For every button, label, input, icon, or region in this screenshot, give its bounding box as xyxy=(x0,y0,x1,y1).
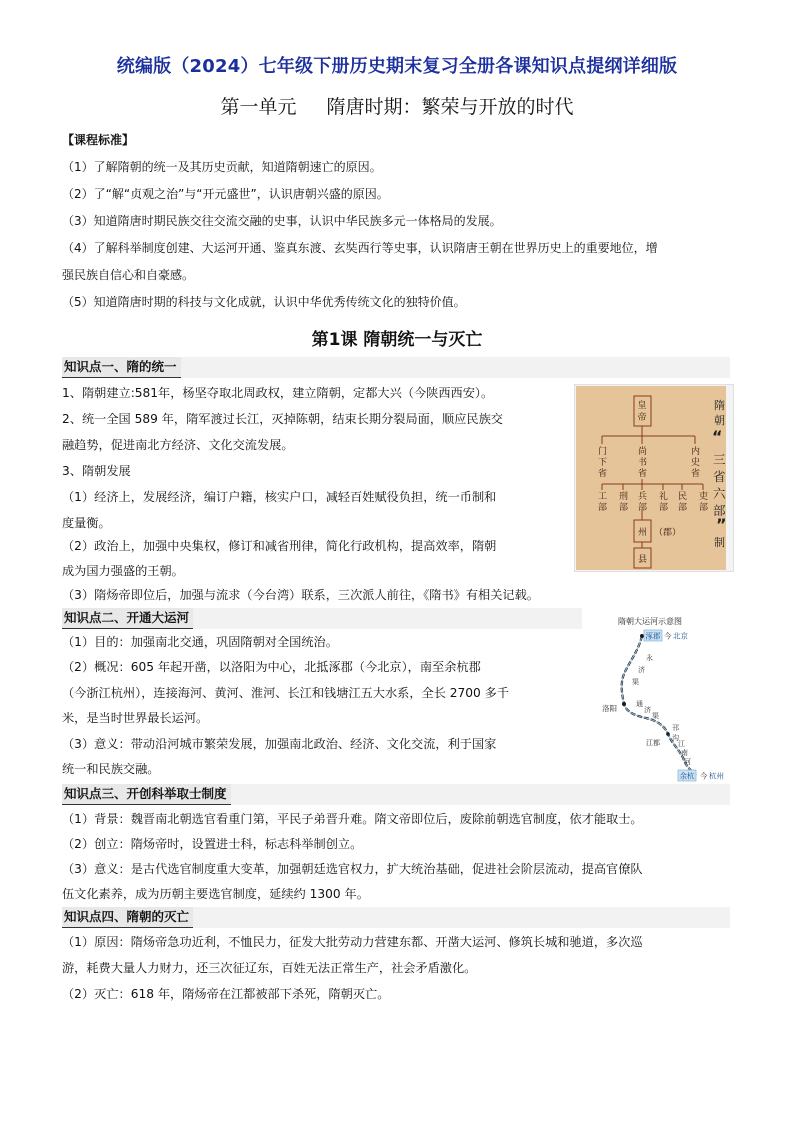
paragraph: 伍文化素养，成为历朝主要选官制度，延续约 1300 年。 xyxy=(62,887,369,901)
paragraph: （3）意义：带动沿河城市繁荣发展，加强南北政治、经济、文化交流，利于国家 xyxy=(62,737,497,751)
zhuojun-label: 涿郡 xyxy=(645,631,661,641)
knowledge-point-heading: 知识点一、隋的统一 xyxy=(62,357,181,378)
knowledge-point-heading: 知识点二、开通大运河 xyxy=(62,608,193,629)
paragraph: （2）灭亡：618 年，隋炀帝在江都被部下杀死，隋朝灭亡。 xyxy=(62,987,390,1001)
jiangnan-canal-label: 江南河 xyxy=(678,740,691,766)
zhuojun-marker xyxy=(640,634,644,638)
paragraph: （3）意义：是古代选官制度重大变革，加强朝廷选官权力，扩大统治基础，促进社会阶层流动，提高官僚队 xyxy=(62,862,643,876)
paragraph: （1）经济上，发展经济，编订户籍，核实户口，减轻百姓赋役负担，统一币制和 xyxy=(62,490,497,504)
paragraph: （1）原因：隋炀帝急功近利，不恤民力，征发大批劳动力营建东都、开凿大运河、修筑长城和驰道，多次巡 xyxy=(62,935,643,949)
county-label: 县 xyxy=(638,555,648,565)
standards-item: 强民族自信心和自豪感。 xyxy=(62,268,195,282)
modern-prefix: 今 xyxy=(700,771,708,781)
ministry-bing-label: 兵部 xyxy=(638,492,648,513)
paragraph: 2、统一全国 589 年，隋军渡过长江，灭掉陈朝，结束长期分裂局面，顺应民族交 xyxy=(62,412,503,426)
three-departments-six-ministries-figure xyxy=(574,384,734,572)
department-neishi-label: 内史省 xyxy=(691,447,701,479)
tongji-canal-label: 通济渠 xyxy=(636,700,659,720)
standards-item: （4）了解科举制度创建、大运河开通、鉴真东渡、玄奘西行等史事，认识隋唐王朝在世界历史上的重要地位，增 xyxy=(62,241,658,255)
unit-title xyxy=(0,92,794,119)
ministry-min-label: 民部 xyxy=(678,492,688,513)
lesson-title: 第1课 隋朝统一与灭亡 xyxy=(311,330,483,350)
ministry-xing-label: 刑部 xyxy=(619,492,629,513)
paragraph: 统一和民族交融。 xyxy=(62,762,160,776)
yuhang-label: 余杭 xyxy=(679,771,695,781)
department-menxia-label: 门下省 xyxy=(598,447,608,479)
hangzhou-label: 杭州 xyxy=(709,771,724,781)
hangou-canal-label: 邗沟 xyxy=(672,724,679,742)
beijing-label: 北京 xyxy=(673,631,688,641)
ministry-li-label: 礼部 xyxy=(659,492,669,513)
paragraph: （1）背景：魏晋南北朝选官看重门第，平民子弟晋升难。隋文帝即位后，废除前朝选官制度，依才能取士。 xyxy=(62,812,643,826)
commandery-label: （郡） xyxy=(654,528,682,538)
standards-item: （2）了“解“贞观之治”与“开元盛世”，认识唐朝兴盛的原因。 xyxy=(62,187,389,201)
grand-canal-map xyxy=(580,612,738,787)
standards-item: （5）知道隋唐时期的科技与文化成就，认识中华优秀传统文化的独特价值。 xyxy=(62,295,466,309)
paragraph: 米，是当时世界最长运河。 xyxy=(62,711,209,725)
map-title: 隋朝大运河示意图 xyxy=(618,617,682,626)
paragraph: 融趋势，促进南北方经济、文化交流发展。 xyxy=(62,438,294,452)
jiangdu-label: 江都 xyxy=(646,739,660,747)
standards-item: （1）了解隋朝的统一及其历史贡献，知道隋朝速亡的原因。 xyxy=(62,160,382,174)
emperor-label: 皇帝 xyxy=(637,401,647,423)
document-title: 统编版（2024）七年级下册历史期末复习全册各课知识点提纲详细版 xyxy=(116,56,678,77)
figure-side-suffix: 制 xyxy=(714,536,725,549)
quote-close: ” xyxy=(716,515,727,534)
paragraph: 成为国力强盛的王朝。 xyxy=(62,564,184,578)
knowledge-point-heading: 知识点三、开创科举取士制度 xyxy=(62,784,231,805)
paragraph: 游，耗费大量人力财力，还三次征辽东，百姓无法正常生产，社会矛盾激化。 xyxy=(62,961,477,975)
standards-heading: 【课程标准】 xyxy=(62,133,135,147)
yongji-canal-label: 永济渠 xyxy=(632,654,653,686)
department-shangshu-label: 尚书省 xyxy=(638,447,648,479)
knowledge-point-heading: 知识点四、隋朝的灭亡 xyxy=(62,907,193,928)
ministry-li2-label: 吏部 xyxy=(699,492,709,513)
prefecture-label: 州 xyxy=(638,528,648,538)
jiangdu-marker xyxy=(666,732,670,736)
paragraph: （2）概况：605 年起开凿，以洛阳为中心，北抵涿郡（今北京），南至余杭郡 xyxy=(62,660,481,674)
grand-canal-map-svg xyxy=(580,612,738,787)
standards-item: （3）知道隋唐时期民族交往交流交融的史事，认识中华民族多元一体格局的发展。 xyxy=(62,214,502,228)
unit-name: 隋唐时期：繁荣与开放的时代 xyxy=(326,96,574,118)
paragraph: 1、隋朝建立:581年，杨坚夺取北周政权，建立隋朝，定都大兴（今陕西西安）。 xyxy=(62,386,494,400)
ministry-gong-label: 工部 xyxy=(598,492,608,513)
paragraph: （今浙江杭州），连接海河、黄河、淮河、长江和钱塘江五大水系，全长 2700 多千 xyxy=(62,686,510,700)
luoyang-marker xyxy=(622,702,626,706)
unit-number: 第一单元 xyxy=(220,96,297,118)
paragraph: （1）目的：加强南北交通，巩固隋朝对全国统治。 xyxy=(62,635,338,649)
paragraph: （2）创立：隋炀帝时，设置进士科，标志科举制创立。 xyxy=(62,837,363,851)
quote-open: “ xyxy=(712,427,723,446)
paragraph: 3、隋朝发展 xyxy=(62,464,131,478)
paragraph: 度量衡。 xyxy=(62,516,111,530)
figure-side-title-main: 三省六部 xyxy=(713,452,726,518)
modern-prefix: 今 xyxy=(664,631,672,641)
luoyang-label: 洛阳 xyxy=(602,704,617,713)
paragraph: （3）隋炀帝即位后，加强与流求（今台湾）联系，三次派人前往，《隋书》有相关记载。 xyxy=(62,588,539,602)
figure-side-title: 隋朝 xyxy=(714,399,725,427)
three-departments-diagram xyxy=(574,384,734,572)
paragraph: （2）政治上，加强中央集权，修订和减省刑律，简化行政机构，提高效率，隋朝 xyxy=(62,539,497,553)
